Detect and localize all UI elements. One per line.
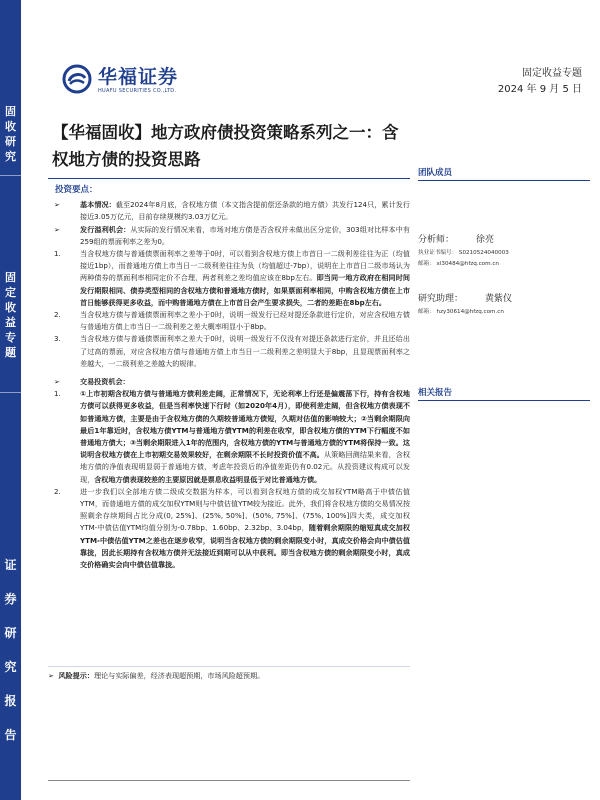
assistant-label: 研究助理： [418,294,464,304]
section-heading: 投资要点： [55,185,98,195]
list-item [48,199,410,223]
item-number: 2. [54,486,61,496]
item-text: 从实际的发行情况来看，市场对地方债是否含权并未做出区分定价，303组对比样本中有259组的票面利率之差为0。 [80,224,411,246]
item-number: 1. [54,249,61,259]
side-label-topic: 固定收益专题 [5,271,16,359]
analyst-email[interactable]: 邮箱： xl30484@hfzq.com.cn [418,261,499,267]
item-emphasis: 即当同一地方政府在相同时间发行期限相同、债券类型相同的含权地方债和普通地方债时，如果票面利率相同，中购含权地方债在上市首日能够获得更多收益，而中购普通地方债在上市首日会产生要求损失，二者的差距在8bp左右。 [80,273,410,307]
side-divider [0,175,21,176]
item-lead: 发行溢利机会： [80,224,131,234]
analyst-label: 分析师： [418,235,455,245]
team-heading: 团队成员 [418,168,453,178]
list-item [48,224,410,248]
analyst-cert: 执业证书编号： S0210524040003 [418,250,509,256]
risk-lead: 风险提示： [58,671,94,680]
list-item [48,388,410,486]
bullet-arrow-icon: ➢ [54,200,60,210]
item-text: 截至2024年8月底，含权地方债（本文指含提前偿还条款的地方债）共发行124只，累计发行接近3.05万亿元，目前存续规模约3.03万亿元。 [80,200,410,222]
item-text: 当含权地方债与普通债票面利率之差小于0时，说明一级发行已经对提还条款进行定价，对应含权地方债与普通地方债上市当日一二级利差之差大概率明显小于8bp。 [80,310,410,332]
brand-name: 华福证券 [98,66,179,88]
side-label-category: 固收研究 [5,105,16,163]
item-text: 进一步我们以全部地方债二级成交数据为样本，可以看到含权地方债的成交加权YTM略高于中债估值YTM，而普通地方债的成交加权YTM则与中债估值YTM较为接近。此外，我们将含权地方债的交易情况按照剩余存续期间占比分成(0, 25%]、(25%, 50%]、(50%, 75%]、(75%, 100%]四大类，成交加权YTM-中债估值YTM均值分别为-0.78bp、1.60bp、2.32bp、3.04bp， [80,486,410,533]
item-lead: 基本情况： [80,200,116,210]
brand-subtitle: HUAFU SECURITIES CO.,LTD. [98,88,177,94]
content-divider [48,666,410,667]
item-emphasis: ①上市初期含权地方债与普通地方债利差走阔，正常情况下，无论利率上行还是偏震荡下行，持有含权地方债可以获得更多收益，但是当利率快速下行时（如2020年4月），即使利差走阔，但含权地方债表现不如普通地方债，主要是由于含权地方债的久期较普通地方债短，久期对估值的影响较大；②当剩余期限向最后1年靠近时，含权地方债YTM与普通地方债YTM的利差在收窄，即含权地方债的YTM下行幅度不如普通地方债大；③当剩余期限进入1年的范围内，含权地方债的YTM与普通地方债的YTM将保持一致。这说明含权地方债在上市初期交易效果较好，在剩余期限不长时投资价值不高。 [80,389,410,460]
list-item [48,486,410,571]
list-item [48,248,410,309]
bullet-arrow-icon: ➢ [54,377,60,387]
huafu-logo-icon [62,64,92,94]
side-band [0,0,21,800]
item-lead: 交易投资机会： [80,377,130,387]
item-emphasis: 含权地方债表现较差的主要原因就是票息收益明显低于对比普通地方债。 [94,474,322,484]
risk-text: 理论与实际偏差，经济表现超预期，市场风险超预期。 [93,671,265,680]
item-number: 2. [54,310,61,320]
bullet-arrow-icon: ➢ [48,671,59,680]
list-item [48,376,410,388]
item-number: 3. [54,334,61,344]
item-text: 从策略回测结果来看，含权地方债的净值表现明显弱于普通地方债，考虑年投资后的净值差距仍有0.02元。从投资建议构成可以发现， [80,450,411,484]
analyst-name: 徐亮 [476,235,495,245]
related-rule [418,400,590,401]
report-date: 2024 年 9 月 5 日 [497,84,582,95]
side-label-report: 证券研究报告 [4,558,17,742]
side-divider [0,392,21,393]
related-reports-heading: 相关报告 [418,388,453,398]
list-item [48,333,410,370]
document-title: 【华福固收】地方政府债投资策略系列之一：含权地方债的投资思路 [52,123,399,169]
item-text: 当含权地方债与普通债票面利率之差大于0时，说明一级发行不仅没有对提还条款进行定价，并且还给出了过高的票面，对应含权地方债与普通地方债上市当日一二级利差之差明显大于8bp，且显现票面利率之差越大，一二级利差之差越大的规律。 [80,334,410,368]
analyst [418,232,494,245]
item-emphasis: 即当含权地方债的剩余期限变小时，真成交价格确实会向中债估值靠拢。 [80,547,411,570]
investment-highlights [48,184,410,571]
title-rule [48,178,410,179]
team-rule [418,180,590,181]
item-text: 当含权地方债与普通债票面利率之差等于0时，可以看到含权地方债上市首日一二级利差往往为正（均值接近1bp），而普通地方债上市当日一二级利差往往为负（均值超过-7bp），说明在上市首日二级市场认为两种债券的票面利率相同定价不合理，两者利差之差均值应该在8bp左右。 [80,249,410,283]
research-assistant [418,291,512,304]
bullet-arrow-icon: ➢ [54,224,60,234]
footer-rule [48,780,410,781]
list-item [48,309,410,333]
item-number: 1. [54,389,61,399]
assistant-email[interactable]: 邮箱： hzy30614@hfzq.com.cn [418,309,504,315]
risk-warning [48,670,410,682]
report-type: 固定收益专题 [522,68,582,79]
assistant-name: 黄紫仪 [485,294,513,304]
item-emphasis: 随着剩余期限的缩短真成交加权YTM-中债估值YTM之差也在逐步收窄，说明当含权地方债的剩余期限变小时，真成交价格会向中债估值靠拢，因此长期持有含权地方债并无法接近到期可以从中获利。 [80,523,410,557]
